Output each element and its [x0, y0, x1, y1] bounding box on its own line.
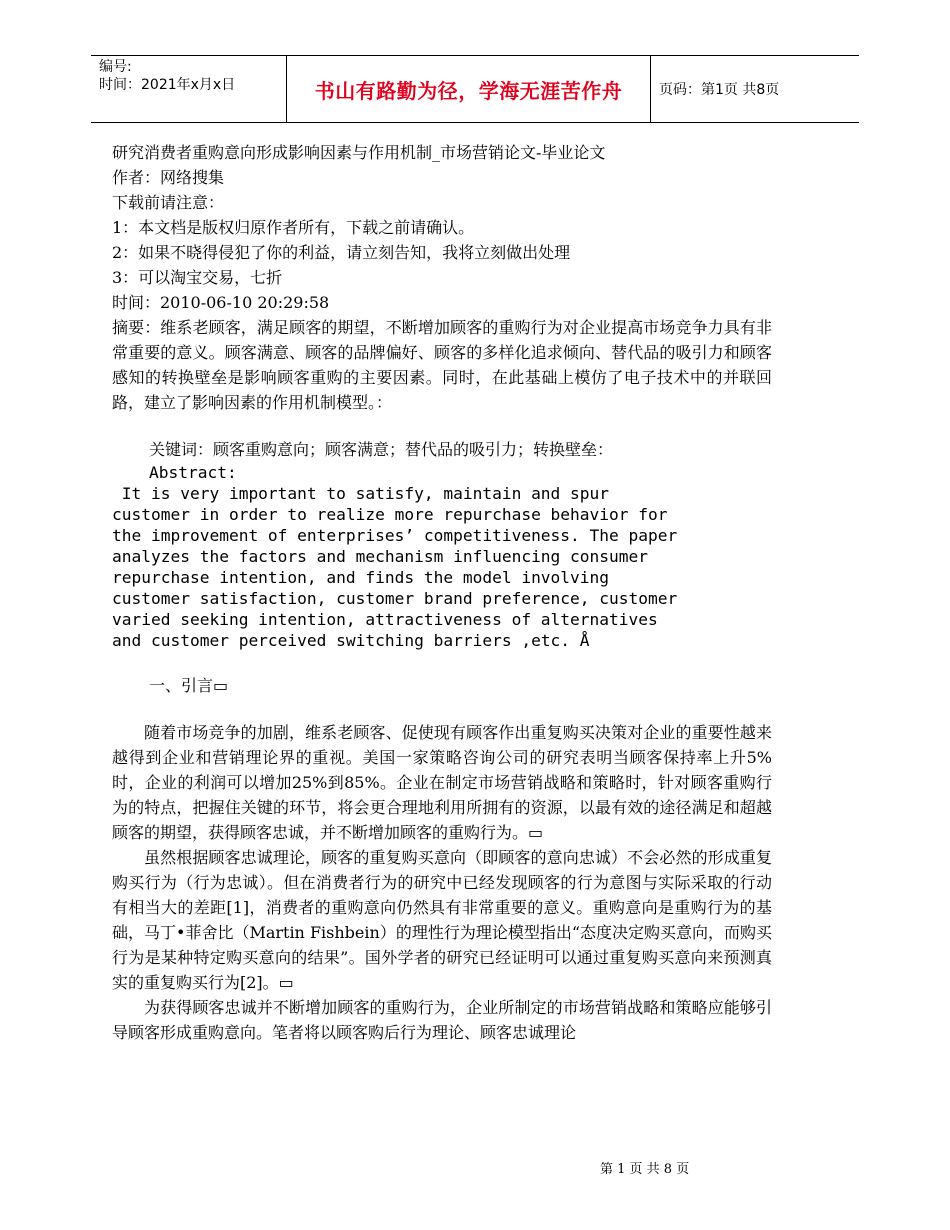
abstract-english-line: and customer perceived switching barriers ,etc. Å — [112, 631, 590, 650]
page-footer: 第 1 页 共 8 页 — [600, 1162, 690, 1177]
document-time-label: 时间：2021年x月x日 — [99, 77, 236, 93]
document-title: 研究消费者重购意向形成影响因素与作用机制_市场营销论文-毕业论文 — [112, 143, 606, 162]
spacer — [112, 651, 772, 673]
abstract-english-line: repurchase intention, and finds the model involving — [112, 568, 610, 587]
header-table — [91, 55, 859, 123]
abstract-english-line: It is very important to satisfy, maintain and spur — [112, 484, 610, 503]
abstract-chinese: 摘要：维系老顾客，满足顾客的期望，不断增加顾客的重购行为对企业提高市场竞争力具有非常重要的意义。顾客满意、顾客的品牌偏好、顾客的多样化追求倾向、替代品的吸引力和顾客感知的转换壁垒是影响顾客重购的主要因素。同时，在此基础上模仿了电子技术中的并联回路，建立了影响因素的作用机制模型。： — [112, 318, 772, 412]
notice-item-2: 2：如果不晓得侵犯了你的利益，请立刻告知，我将立刻做出处理 — [112, 243, 571, 262]
notice-item-1: 1：本文档是版权归原作者所有，下载之前请确认。 — [112, 218, 475, 237]
spacer — [112, 698, 772, 720]
abstract-english-line: analyzes the factors and mechanism influencing consumer — [112, 547, 649, 566]
body-paragraph-3: 为获得顾客忠诚并不断增加顾客的重购行为，企业所制定的市场营销战略和策略应能够引导顾客形成重购意向。笔者将以顾客购后行为理论、顾客忠诚理论 — [112, 998, 772, 1042]
document-author: 作者：网络搜集 — [112, 168, 225, 187]
body-paragraph-2: 虽然根据顾客忠诚理论，顾客的重复购买意向（即顾客的意向忠诚）不会必然的形成重复购买行为（行为忠诚）。但在消费者行为的研究中已经发现顾客的行为意图与实际采取的行动有相当大的差距[1]，消费者的重购意向仍然具有非常重要的意义。重购意向是重购行为的基础，马丁•菲舍比（Martin Fishbein）的理性行为理论模型指出“态度决定购买意向，而购买行为是某种特定购买意向的结果”。国外学者的研究已经证明可以通过重复购买意向来预测真实的重复购买行为[2]。▭ — [112, 848, 772, 992]
abstract-english-line: customer in order to realize more repurchase behavior for — [112, 505, 668, 524]
spacer — [112, 415, 772, 437]
abstract-english-line: customer satisfaction, customer brand preference, customer — [112, 589, 678, 608]
header-motto: 书山有路勤为径，学海无涯苦作舟 — [287, 56, 651, 122]
document-body — [112, 140, 772, 1045]
notice-heading: 下载前请注意： — [112, 193, 225, 212]
notice-item-3: 3：可以淘宝交易，七折 — [112, 268, 283, 287]
header-page-info: 页码：第1页 共8页 — [659, 82, 780, 98]
header-left-cell — [91, 56, 287, 122]
section-heading-introduction: 一、引言▭ — [149, 676, 229, 695]
keywords: 关键词：顾客重购意向；顾客满意；替代品的吸引力；转换壁垒： — [149, 440, 614, 459]
body-paragraph-1: 随着市场竞争的加剧，维系老顾客、促使现有顾客作出重复购买决策对企业的重要性越来越得到企业和营销理论界的重视。美国一家策略咨询公司的研究表明当顾客保持率上升5%时，企业的利润可以增加25%到85%。企业在制定市场营销战略和策略时，针对顾客重购行为的特点，把握住关键的环节，将会更合理地利用所拥有的资源，以最有效的途径满足和超越顾客的期望，获得顾客忠诚，并不断增加顾客的重购行为。▭ — [112, 723, 772, 842]
document-timestamp: 时间：2010-06-10 20:29:58 — [112, 293, 330, 312]
abstract-english-line: varied seeking intention, attractiveness of alternatives — [112, 610, 658, 629]
abstract-english-line: the improvement of enterprises’ competitiveness. The paper — [112, 526, 678, 545]
abstract-english-heading: Abstract: — [149, 463, 237, 482]
document-number-label: 编号: — [99, 59, 132, 75]
